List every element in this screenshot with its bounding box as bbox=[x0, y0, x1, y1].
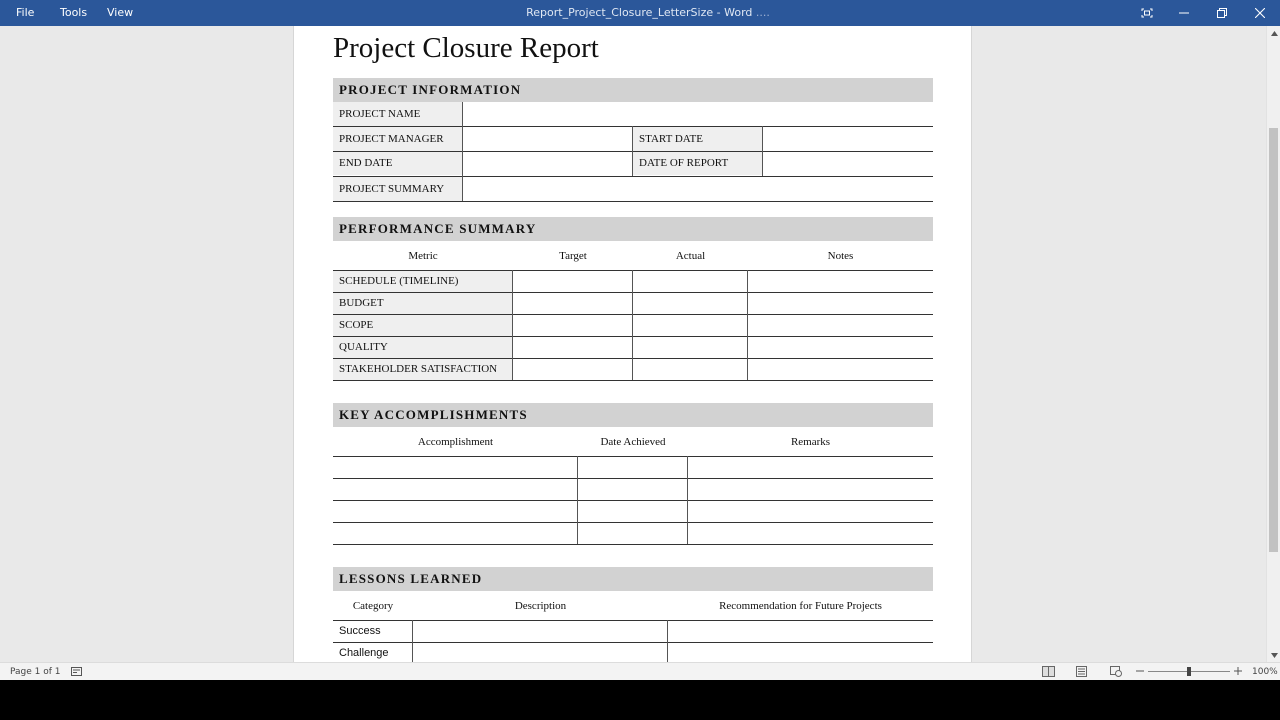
row-divider bbox=[333, 176, 933, 177]
column-header-date-achieved: Date Achieved bbox=[600, 436, 666, 448]
page-count[interactable]: Page 1 of 1 bbox=[10, 667, 61, 677]
row-divider bbox=[333, 314, 933, 315]
label-project-manager: PROJECT MANAGER bbox=[333, 127, 462, 151]
column-divider bbox=[512, 270, 513, 380]
vertical-scrollbar[interactable] bbox=[1266, 26, 1280, 662]
close-button[interactable] bbox=[1241, 0, 1279, 26]
column-divider bbox=[667, 620, 668, 662]
field-date-of-report[interactable] bbox=[763, 151, 933, 175]
field-end-date[interactable] bbox=[463, 151, 632, 175]
section-key-accomplishments bbox=[333, 403, 933, 427]
status-bar bbox=[0, 662, 1280, 680]
column-header-recommendation: Recommendation for Future Projects bbox=[719, 600, 882, 612]
column-header-actual: Actual bbox=[675, 250, 706, 262]
field-start-date[interactable] bbox=[763, 127, 933, 151]
column-divider bbox=[412, 620, 413, 662]
row-divider bbox=[333, 544, 933, 545]
section-performance-summary bbox=[333, 217, 933, 241]
restore-icon bbox=[1217, 8, 1227, 18]
label-project-name: PROJECT NAME bbox=[333, 102, 462, 126]
row-divider bbox=[333, 292, 933, 293]
row-divider bbox=[333, 201, 933, 202]
section-heading: KEY ACCOMPLISHMENTS bbox=[339, 407, 528, 422]
zoom-level[interactable]: 100% bbox=[1252, 667, 1278, 677]
column-header-category: Category bbox=[352, 600, 394, 612]
lesson-row-success: Success bbox=[339, 625, 381, 637]
proofing-icon[interactable] bbox=[71, 666, 82, 677]
section-lessons-learned bbox=[333, 567, 933, 591]
scroll-down-button[interactable] bbox=[1267, 648, 1280, 662]
close-icon bbox=[1255, 8, 1265, 18]
column-divider bbox=[462, 102, 463, 201]
label-end-date: END DATE bbox=[333, 151, 462, 175]
row-divider bbox=[333, 522, 933, 523]
field-project-name[interactable] bbox=[463, 102, 933, 126]
row-divider bbox=[333, 270, 933, 271]
metric-row-schedule: SCHEDULE (TIMELINE) bbox=[333, 270, 512, 292]
row-divider bbox=[333, 358, 933, 359]
title-trailing: .... bbox=[752, 6, 770, 19]
screen-bottom-area bbox=[0, 680, 1280, 720]
column-header-target: Target bbox=[559, 250, 587, 262]
focus-mode-icon bbox=[1141, 8, 1153, 18]
restore-button[interactable] bbox=[1203, 0, 1241, 26]
print-layout-icon[interactable] bbox=[1076, 666, 1087, 677]
field-project-manager[interactable] bbox=[463, 127, 632, 151]
column-header-notes: Notes bbox=[827, 250, 854, 262]
metric-row-stakeholder-satisfaction: STAKEHOLDER SATISFACTION bbox=[333, 358, 512, 380]
metric-row-quality: QUALITY bbox=[333, 336, 512, 358]
metric-row-budget: BUDGET bbox=[333, 292, 512, 314]
row-divider bbox=[333, 151, 933, 152]
zoom-in-icon[interactable] bbox=[1234, 667, 1242, 675]
menu-tools[interactable]: Tools bbox=[60, 6, 88, 19]
column-divider bbox=[762, 126, 763, 176]
row-divider bbox=[333, 126, 933, 127]
zoom-out-icon[interactable] bbox=[1136, 667, 1144, 675]
document-page[interactable] bbox=[293, 26, 972, 662]
row-divider bbox=[333, 456, 933, 457]
lessons-input-area[interactable] bbox=[413, 620, 933, 662]
column-header-description: Description bbox=[514, 600, 567, 612]
column-divider bbox=[632, 270, 633, 380]
field-project-summary[interactable] bbox=[463, 177, 933, 201]
web-layout-icon[interactable] bbox=[1110, 666, 1122, 677]
row-divider bbox=[333, 336, 933, 337]
section-heading: PERFORMANCE SUMMARY bbox=[339, 221, 537, 236]
label-project-summary: PROJECT SUMMARY bbox=[333, 177, 462, 201]
app-name: Word bbox=[724, 6, 753, 19]
row-divider bbox=[333, 478, 933, 479]
window-title bbox=[0, 0, 1280, 26]
column-divider bbox=[747, 270, 748, 380]
scroll-up-button[interactable] bbox=[1267, 26, 1280, 40]
row-divider bbox=[333, 500, 933, 501]
label-date-of-report: DATE OF REPORT bbox=[633, 151, 762, 175]
focus-mode-button[interactable] bbox=[1128, 0, 1166, 26]
chevron-up-icon bbox=[1271, 31, 1278, 36]
column-header-accomplishment: Accomplishment bbox=[417, 436, 494, 448]
menu-file[interactable]: File bbox=[16, 6, 35, 19]
scrollbar-thumb[interactable] bbox=[1269, 128, 1278, 552]
chevron-down-icon bbox=[1271, 653, 1278, 658]
column-divider bbox=[687, 456, 688, 544]
column-header-metric: Metric bbox=[408, 250, 438, 262]
column-divider bbox=[632, 126, 633, 176]
lesson-row-challenge: Challenge bbox=[339, 647, 389, 659]
metric-row-scope: SCOPE bbox=[333, 314, 512, 336]
minimize-icon bbox=[1179, 8, 1189, 18]
section-project-information bbox=[333, 78, 933, 102]
zoom-slider-handle[interactable] bbox=[1187, 667, 1191, 676]
document-title[interactable]: Project Closure Report bbox=[333, 32, 599, 64]
title-bar bbox=[0, 0, 1280, 26]
title-separator: - bbox=[713, 6, 725, 19]
row-divider bbox=[333, 380, 933, 381]
row-divider bbox=[333, 642, 933, 643]
column-divider bbox=[577, 456, 578, 544]
document-name: Report_Project_Closure_LetterSize bbox=[526, 6, 714, 19]
label-start-date: START DATE bbox=[633, 127, 762, 151]
menu-view[interactable]: View bbox=[107, 6, 134, 19]
minimize-button[interactable] bbox=[1165, 0, 1203, 26]
section-heading: LESSONS LEARNED bbox=[339, 571, 483, 586]
read-mode-icon[interactable] bbox=[1042, 666, 1055, 677]
row-divider bbox=[333, 620, 933, 621]
document-workspace bbox=[0, 26, 1266, 662]
column-header-remarks: Remarks bbox=[790, 436, 831, 448]
performance-input-area[interactable] bbox=[513, 270, 933, 380]
section-heading: PROJECT INFORMATION bbox=[339, 82, 522, 97]
